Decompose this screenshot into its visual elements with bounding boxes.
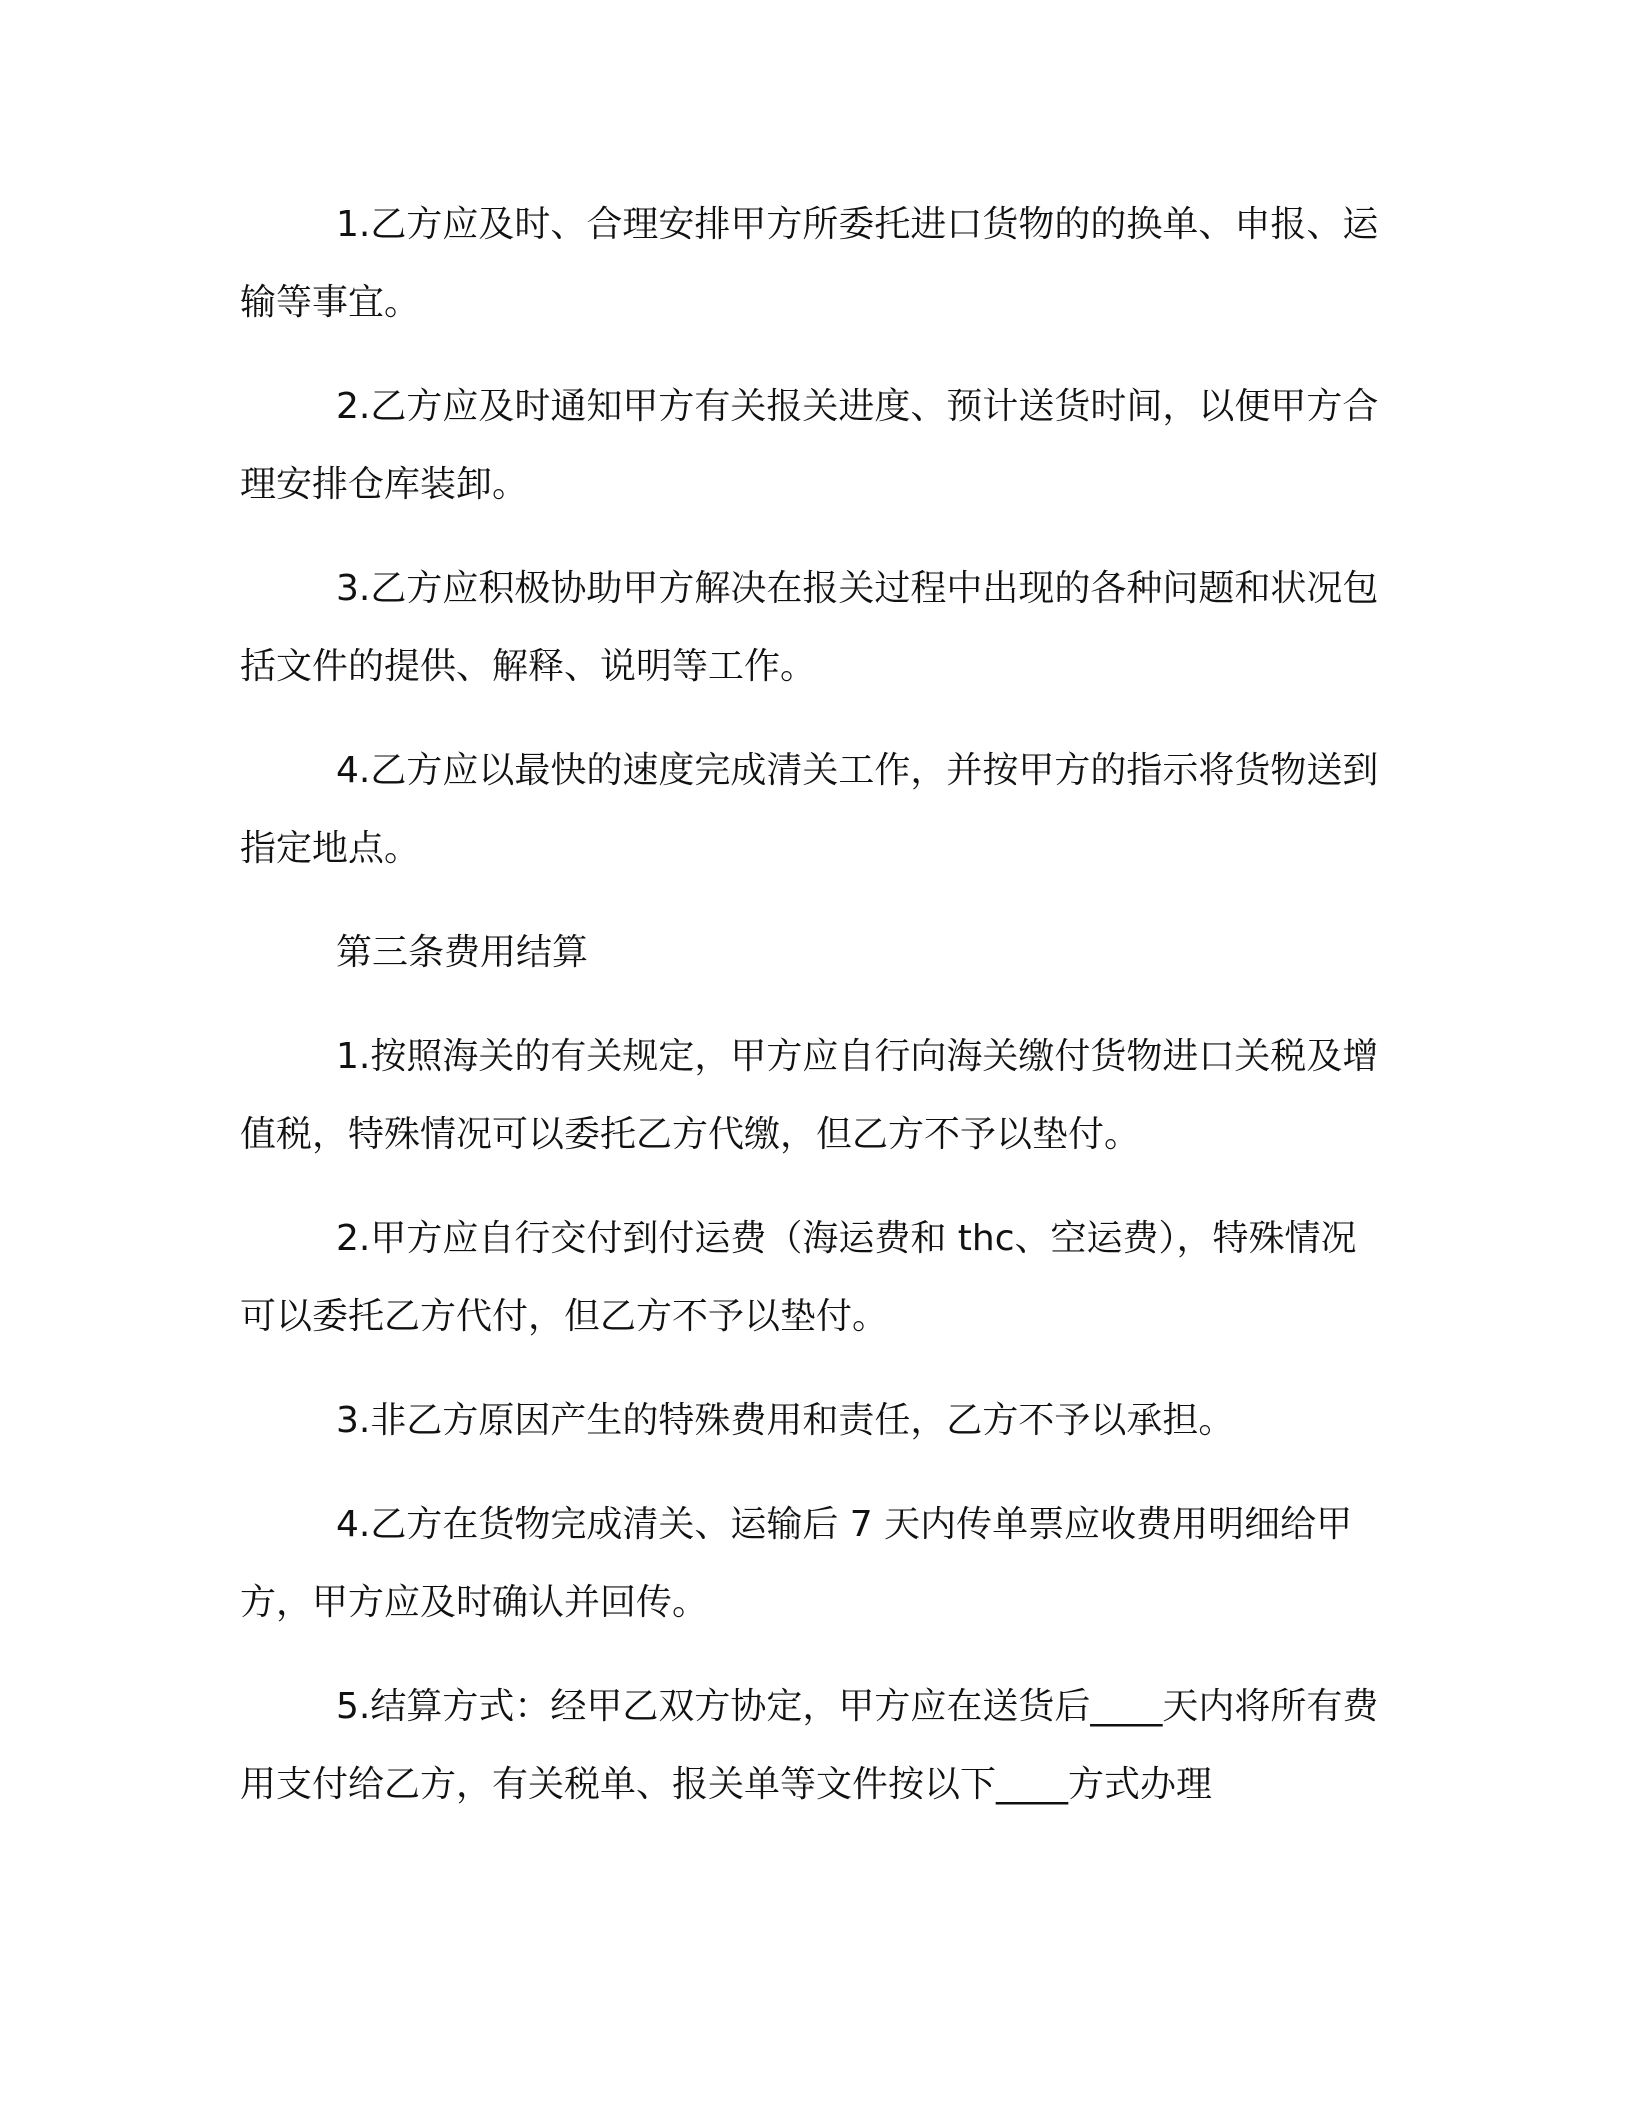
clause-paragraph-1: 1.乙方应及时、合理安排甲方所委托进口货物的的换单、申报、运输等事宜。 xyxy=(240,204,1379,323)
clause-paragraph-2: 2.乙方应及时通知甲方有关报关进度、预计送货时间，以便甲方合理安排仓库装卸。 xyxy=(240,386,1379,505)
document-body xyxy=(240,186,1380,1850)
fee-paragraph-1: 1.按照海关的有关规定，甲方应自行向海关缴付货物进口关税及增值税，特殊情况可以委托乙方代缴，但乙方不予以垫付。 xyxy=(240,1036,1379,1155)
fee-paragraph-5: 5.结算方式：经甲乙双方协定，甲方应在送货后____天内将所有费用支付给乙方，有关税单、报关单等文件按以下____方式办理 xyxy=(240,1686,1379,1805)
fee-paragraph-3: 3.非乙方原因产生的特殊费用和责任，乙方不予以承担。 xyxy=(336,1400,1235,1441)
fee-paragraph-2: 2.甲方应自行交付到付运费（海运费和 thc、空运费），特殊情况可以委托乙方代付，但乙方不予以垫付。 xyxy=(240,1218,1357,1337)
section-heading: 第三条费用结算 xyxy=(336,932,589,973)
clause-paragraph-3: 3.乙方应积极协助甲方解决在报关过程中出现的各种问题和状况包括文件的提供、解释、说明等工作。 xyxy=(240,568,1379,687)
clause-paragraph-4: 4.乙方应以最快的速度完成清关工作，并按甲方的指示将货物送到指定地点。 xyxy=(240,750,1379,869)
fee-paragraph-4: 4.乙方在货物完成清关、运输后 7 天内传单票应收费用明细给甲方，甲方应及时确认并回传。 xyxy=(240,1504,1353,1623)
